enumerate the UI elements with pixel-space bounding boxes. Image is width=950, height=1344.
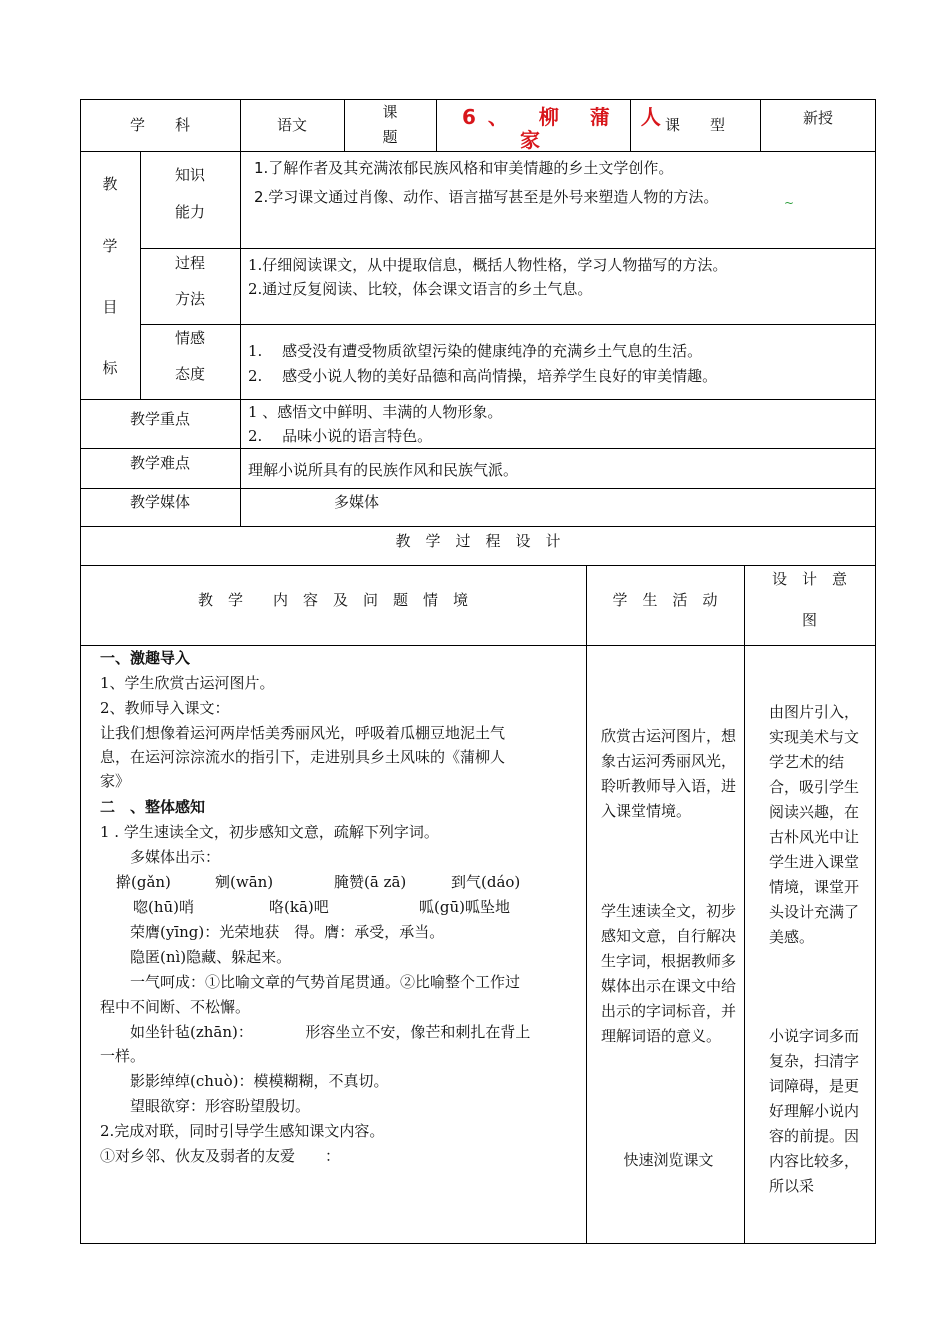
content-column-header: 教 学 内 容 及 问 题 情 境 <box>197 591 468 609</box>
content-line: 一样。 <box>100 1047 146 1065</box>
table-border-left <box>80 99 81 1244</box>
key-points-label: 教学重点 <box>129 410 190 428</box>
content-line: 1 . 学生速读全文，初步感知文意，疏解下列字词。 <box>100 823 439 841</box>
student-activity-header: 学 生 活 动 <box>612 591 718 609</box>
section-heading: 二 、整体感知 <box>100 798 206 816</box>
divider <box>80 399 876 400</box>
emotion-label: 情感 <box>174 329 205 347</box>
content-line: 荣膺(yīng)：光荣地获 得。膺：承受，承当。 <box>100 923 445 941</box>
type-label: 课 型 <box>664 116 725 134</box>
table-border-bottom <box>80 1243 876 1244</box>
topic-label-1: 课 <box>382 103 398 121</box>
vocab-item: 擀(gǎn) <box>116 873 171 891</box>
student-activity-block: 学生速读全文，初步感知文意，自行解决生字词，根据教师多媒体出示在课文中给出示的字词标音，并理解词语的意义。 <box>601 902 737 1045</box>
lesson-title-line1: 6、 柳 蒲 人 <box>462 105 673 129</box>
divider <box>80 526 876 527</box>
objectives-side-char: 教 <box>102 175 118 193</box>
knowledge-item: 1.了解作者及其充满浓郁民族风格和审美情趣的乡土文学创作。 <box>254 159 674 177</box>
content-line: 让我们想像着运河两岸恬美秀丽风光，呼吸着瓜棚豆地泥土气 <box>100 724 506 742</box>
student-activity-block: 欣赏古运河图片，想象古运河秀丽风光，聆听教师导入语，进入课堂情境。 <box>601 727 737 820</box>
content-line: 2.完成对联，同时引导学生感知课文内容。 <box>100 1122 385 1140</box>
content-line: 如坐针毡(zhān)： 形容坐立不安，像芒和刺扎在背上 <box>100 1023 531 1041</box>
vocab-item: 腌赞(ā zā) <box>334 873 407 891</box>
content-line: 1、学生欣赏古运河图片。 <box>100 674 275 692</box>
design-intent-block: 小说字词多而复杂，扫清字词障碍，是更好理解小说内容的前提。因内容比较多，所以采 <box>769 1027 860 1195</box>
table-border-top <box>80 99 876 100</box>
content-line: 2、教师导入课文： <box>100 699 230 717</box>
objectives-side-char: 标 <box>102 359 118 377</box>
knowledge-label: 知识 <box>174 166 205 184</box>
content-line: 息，在运河淙淙流水的指引下，走进别具乡土风味的《蒲柳人 <box>100 748 506 766</box>
content-line: 多媒体出示： <box>100 848 221 866</box>
divider <box>744 565 745 1244</box>
divider <box>80 565 876 566</box>
knowledge-item: 2.学习课文通过肖像、动作、语言描写甚至是外号来塑造人物的方法。 <box>254 188 719 206</box>
knowledge-label: 能力 <box>174 203 205 221</box>
divider <box>140 248 876 249</box>
difficulty-label: 教学难点 <box>129 454 190 472</box>
emotion-label: 态度 <box>174 365 205 383</box>
topic-label-2: 题 <box>382 128 398 146</box>
divider <box>436 99 437 151</box>
divider <box>140 151 141 399</box>
content-line: 家》 <box>100 772 131 790</box>
process-label: 方法 <box>174 290 205 308</box>
subject-value: 语文 <box>276 116 307 134</box>
divider <box>80 448 876 449</box>
key-point-item: 1 、感悟文中鲜明、丰满的人物形象。 <box>248 403 503 421</box>
vocab-item: 到气(dáo) <box>451 873 521 891</box>
divider <box>80 645 876 646</box>
vocab-item: 咯(kā)吧 <box>269 898 329 916</box>
emotion-item: 2. 感受小说人物的美好品德和高尚情操，培养学生良好的审美情趣。 <box>248 367 718 385</box>
key-point-item: 2. 品味小说的语言特色。 <box>248 427 433 445</box>
media-text: 多媒体 <box>334 493 380 511</box>
design-intent-header: 设 计 意 <box>771 570 847 588</box>
student-activity-block: 快速浏览课文 <box>623 1151 714 1169</box>
vocab-item: 剜(wān) <box>215 873 274 891</box>
difficulty-text: 理解小说所具有的民族作风和民族气派。 <box>248 461 519 479</box>
content-line: 隐匿(nì)隐藏、躲起来。 <box>100 948 292 966</box>
process-label: 过程 <box>174 254 205 272</box>
section-heading: 一、激趣导入 <box>100 649 191 667</box>
process-item: 1.仔细阅读课文，从中提取信息，概括人物性格，学习人物描写的方法。 <box>248 256 728 274</box>
process-item: 2.通过反复阅读、比较，体会课文语言的乡土气息。 <box>248 280 593 298</box>
subject-label: 学 科 <box>129 116 190 134</box>
vocab-item: 呱(gū)呱坠地 <box>419 898 510 916</box>
divider <box>80 151 876 152</box>
lesson-title-line2: 家 <box>520 128 552 152</box>
divider <box>586 565 587 1244</box>
green-squiggle: ~ <box>784 196 795 210</box>
content-line: 程中不间断、不松懈。 <box>100 998 251 1016</box>
process-design-heading: 教 学 过 程 设 计 <box>395 532 561 550</box>
divider <box>240 151 241 526</box>
content-line: ①对乡邻、伙友及弱者的友爱 ： <box>100 1147 341 1165</box>
design-intent-block: 由图片引入，实现美术与文学艺术的结合，吸引学生阅读兴趣，在古朴风光中让学生进入课堂情境，课堂开头设计充满了美感。 <box>769 703 860 946</box>
table-border-right <box>875 99 876 1244</box>
type-value: 新授 <box>802 109 833 127</box>
content-line: 望眼欲穿：形容盼望殷切。 <box>100 1097 311 1115</box>
divider <box>140 324 876 325</box>
objectives-side-char: 目 <box>102 298 118 316</box>
design-intent-header: 图 <box>801 611 817 629</box>
emotion-item: 1. 感受没有遭受物质欲望污染的健康纯净的充满乡土气息的生活。 <box>248 342 703 360</box>
objectives-side-char: 学 <box>102 237 118 255</box>
content-line: 影影绰绰(chuò)：模模糊糊，不真切。 <box>100 1072 389 1090</box>
divider <box>80 488 876 489</box>
vocab-item: 唿(hū)哨 <box>133 898 195 916</box>
content-line: 一气呵成：①比喻文章的气势首尾贯通。②比喻整个工作过 <box>100 973 521 991</box>
media-label: 教学媒体 <box>129 493 190 511</box>
